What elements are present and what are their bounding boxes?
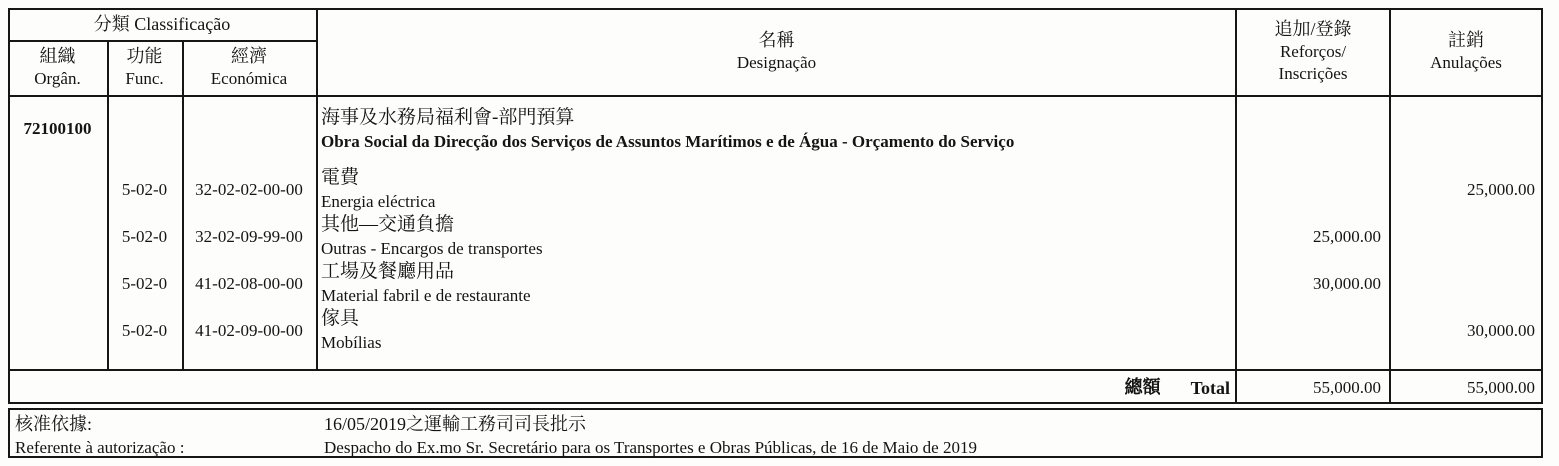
reforcos-col-header [1237, 8, 1389, 95]
budget-row-material-fabril [8, 260, 1543, 307]
func-code: 5-02-0 [121, 320, 168, 340]
economic-col-header-zh: 經濟 [231, 46, 267, 66]
func-code: 5-02-0 [121, 226, 168, 246]
org-title-cell [316, 106, 1235, 164]
total-reforcos-amount: 55,000.00 [1313, 377, 1381, 397]
item-name-zh: 電費 [321, 167, 360, 188]
anulacoes-amount [1389, 213, 1543, 260]
functional-col-header-pt: Func. [125, 69, 164, 88]
org-reforcos-empty [1235, 106, 1389, 164]
reforcos-amount: 25,000.00 [1313, 226, 1381, 246]
designation-col-header-zh: 名稱 [758, 30, 795, 50]
classification-header-label: 分類 Classificação [93, 14, 231, 34]
anulacoes-col-header-zh: 註銷 [1448, 30, 1484, 50]
org-title-pt: Obra Social da Direcção dos Serviços de Assuntos Marítimos e de Água - Orçamento do Serviço [321, 132, 1015, 151]
economic-col-header-pt: Económica [210, 69, 288, 88]
org-empty [8, 260, 107, 307]
authorization-value-pt: Despacho do Ex.mo Sr. Secretário para os Transportes e Obras Públicas, de 16 de Maio de 2019 [324, 438, 977, 457]
header-body-divider [8, 95, 1543, 97]
item-name-pt: Material fabril e de restaurante [321, 286, 531, 305]
item-name-pt: Energia eléctrica [321, 192, 436, 211]
org-econ-empty [182, 106, 316, 164]
item-name-pt: Mobílias [321, 333, 382, 352]
total-label-zh: 總額 [1124, 377, 1161, 397]
reforcos-col-header-pt2: Inscrições [1278, 64, 1348, 83]
authorization-footer-box [8, 408, 1543, 458]
org-title-zh: 海事及水務局福利會-部門預算 [321, 107, 575, 128]
total-label-cell [8, 376, 1235, 399]
authorization-label-zh: 核准依據: [15, 414, 93, 434]
classification-header [8, 8, 316, 40]
authorization-labels [15, 412, 184, 459]
item-name-zh: 工場及餐廳用品 [321, 261, 455, 282]
func-code: 5-02-0 [121, 179, 168, 199]
anulacoes-amount: 30,000.00 [1467, 320, 1535, 340]
total-row [8, 371, 1543, 404]
org-func-empty [107, 106, 182, 164]
authorization-values [324, 412, 977, 459]
authorization-label-pt: Referente à autorização : [15, 438, 185, 457]
total-anulacoes-amount: 55,000.00 [1467, 377, 1535, 397]
economic-col-header [182, 40, 316, 95]
functional-col-header [107, 40, 182, 95]
reforcos-col-header-zh: 追加/登錄 [1274, 19, 1352, 39]
anulacoes-col-header-pt: Anulações [1430, 53, 1502, 72]
designation-col-header [318, 8, 1235, 95]
item-name-cell [316, 166, 1235, 213]
authorization-value-zh: 16/05/2019之運輸工務司司長批示 [324, 414, 587, 434]
econ-code: 32-02-09-99-00 [195, 226, 303, 246]
total-label-pt: Total [1190, 377, 1230, 398]
item-name-cell [316, 213, 1235, 260]
anulacoes-amount [1389, 260, 1543, 307]
item-name-zh: 傢具 [321, 308, 360, 329]
organic-col-header-zh: 組織 [39, 46, 76, 66]
organic-col-header [8, 40, 107, 95]
organic-col-header-pt: Orgân. [34, 69, 81, 88]
item-name-cell [316, 307, 1235, 354]
org-empty [8, 213, 107, 260]
org-empty [8, 307, 107, 354]
econ-code: 41-02-09-00-00 [195, 320, 303, 340]
org-empty [8, 166, 107, 213]
econ-code: 32-02-02-00-00 [195, 179, 303, 199]
econ-code: 41-02-08-00-00 [195, 273, 303, 293]
reforcos-amount [1235, 307, 1389, 354]
budget-row-energia [8, 166, 1543, 213]
org-code: 72100100 [23, 119, 92, 138]
org-anulacoes-empty [1389, 106, 1543, 164]
budget-row-mobilias [8, 307, 1543, 354]
item-name-pt: Outras - Encargos de transportes [321, 239, 543, 258]
reforcos-amount: 30,000.00 [1313, 273, 1381, 293]
designation-col-header-pt: Designação [736, 53, 817, 72]
reforcos-amount [1235, 166, 1389, 213]
anulacoes-col-header [1389, 8, 1543, 95]
anulacoes-amount: 25,000.00 [1467, 179, 1535, 199]
item-name-cell [316, 260, 1235, 307]
reforcos-col-header-pt1: Reforços/ [1279, 42, 1347, 61]
functional-col-header-zh: 功能 [126, 46, 163, 66]
func-code: 5-02-0 [121, 273, 168, 293]
budget-row-transportes [8, 213, 1543, 260]
item-name-zh: 其他—交通負擔 [321, 214, 455, 235]
org-code-row [8, 106, 1543, 164]
